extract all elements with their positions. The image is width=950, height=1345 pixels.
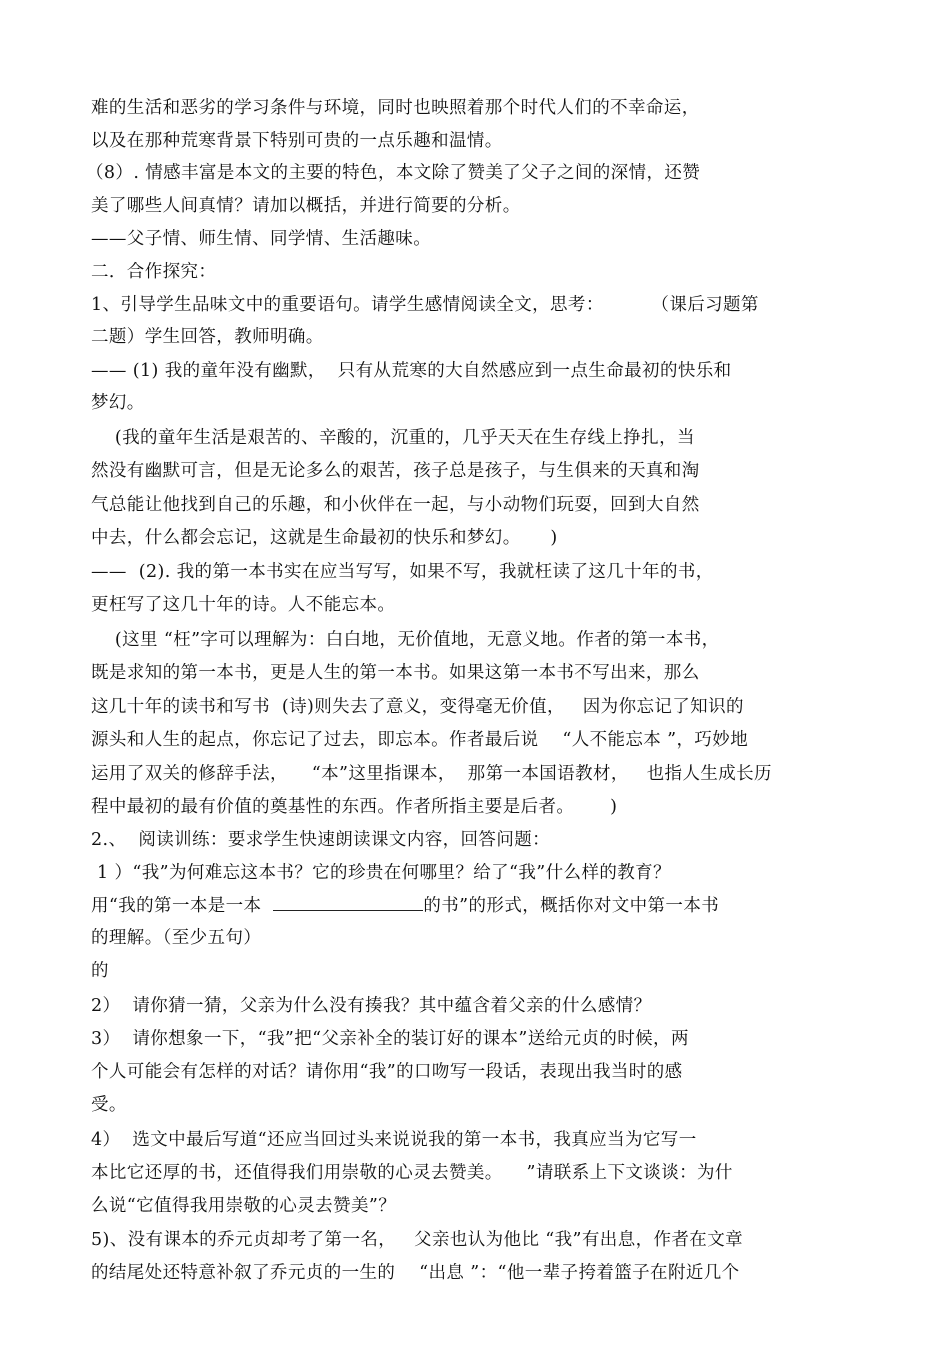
- question-2: 2） 请你猜一猜，父亲为什么没有揍我？其中蕴含着父亲的什么感情？: [91, 996, 652, 1016]
- question-1: 1 ）“我”为何难忘这本书？它的珍贵在何哪里？给了“我”什么样的教育？: [91, 863, 671, 883]
- text-line: 的: [91, 961, 109, 981]
- explanation-1: (我的童年生活是艰苦的、辛酸的，沉重的，几乎天天在生存线上挣扎，当: [91, 428, 695, 448]
- text-line: 难的生活和恶劣的学习条件与环境，同时也映照着那个时代人们的不幸命运，: [91, 98, 700, 118]
- quote-2: —— (2). 我的第一本书实在应当写写，如果不写，我就枉读了这几十年的书，: [91, 562, 714, 582]
- text-line: 程中最初的最有价值的奠基性的东西。作者所指主要是后者。 ): [91, 797, 618, 817]
- text-line: 个人可能会有怎样的对话？请你用“我”的口吻写一段话，表现出我当时的感: [91, 1062, 683, 1082]
- question-3: 3） 请你想象一下，“我”把“父亲补全的装订好的课本”送给元贞的时候，两: [91, 1029, 689, 1049]
- explanation-2: (这里 “枉”字可以理解为：白白地，无价值地，无意义地。作者的第一本书，: [91, 630, 720, 650]
- question-8: （8）. 情感丰富是本文的主要的特色，本文除了赞美了父子之间的深情，还赞: [86, 163, 701, 183]
- text-line: 受。: [91, 1095, 127, 1115]
- text-line: 的理解。（至少五句）: [91, 928, 262, 948]
- text-line: 运用了双关的修辞手法， “本”这里指课本， 那第一本国语教材， 也指人生成长历: [91, 764, 772, 784]
- text-line: 以及在那种荒寒背景下特别可贵的一点乐趣和温情。: [91, 131, 503, 151]
- text-line: 美了哪些人间真情？请加以概括，并进行简要的分析。: [91, 196, 521, 216]
- text-line: 这几十年的读书和写书 (诗)则失去了意义，变得毫无价值， 因为你忘记了知识的: [91, 697, 744, 717]
- section-heading: 二．合作探究：: [91, 262, 217, 282]
- answer-line: ——父子情、师生情、同学情、生活趣味。: [91, 229, 432, 249]
- quote-1: —— (1) 我的童年没有幽默， 只有从荒寒的大自然感应到一点生命最初的快乐和: [91, 361, 732, 381]
- reading-heading: 2.、 阅读训练：要求学生快速朗读课文内容，回答问题：: [91, 830, 551, 850]
- fill-blank-line: [91, 894, 719, 917]
- text-line: 么说“它值得我用崇敬的心灵去赞美”？: [91, 1196, 397, 1216]
- question-4: 4） 选文中最后写道“还应当回过头来说说我的第一本书，我真应当为它写一: [91, 1130, 697, 1150]
- fill-blank-tail: 的书”的形式，概括你对文中第一本书: [423, 896, 720, 916]
- text-line: 既是求知的第一本书，更是人生的第一本书。如果这第一本书不写出来，那么: [91, 663, 700, 683]
- text-line: 源头和人生的起点，你忘记了过去，即忘本。作者最后说 “人不能忘本 ”，巧妙地: [91, 730, 749, 750]
- text-line: 1、引导学生品味文中的重要语句。请学生感情阅读全文，思考： （课后习题第: [91, 295, 759, 315]
- text-line: 气总能让他找到自己的乐趣，和小伙伴在一起，与小动物们玩耍，回到大自然: [91, 495, 700, 515]
- text-line: 的结尾处还特意补叙了乔元贞的一生的 “出息 ”：“他一辈子挎着篮子在附近几个: [91, 1263, 740, 1283]
- answer-blank[interactable]: [273, 894, 423, 911]
- text-line: 然没有幽默可言，但是无论多么的艰苦，孩子总是孩子，与生俱来的天真和淘: [91, 461, 700, 481]
- question-5: 5)、没有课本的乔元贞却考了第一名， 父亲也认为他比 “我”有出息，作者在文章: [91, 1230, 744, 1250]
- text-line: 更枉写了这几十年的诗。人不能忘本。: [91, 595, 396, 615]
- text-line: 本比它还厚的书，还值得我们用崇敬的心灵去赞美。 ”请联系上下文谈谈：为什: [91, 1163, 733, 1183]
- text-line: 梦幻。: [91, 393, 145, 413]
- text-line: 中去，什么都会忘记，这就是生命最初的快乐和梦幻。 ): [91, 528, 558, 548]
- fill-blank-head: 用“我的第一本是一本: [91, 896, 274, 916]
- text-line: 二题）学生回答，教师明确。: [91, 327, 324, 347]
